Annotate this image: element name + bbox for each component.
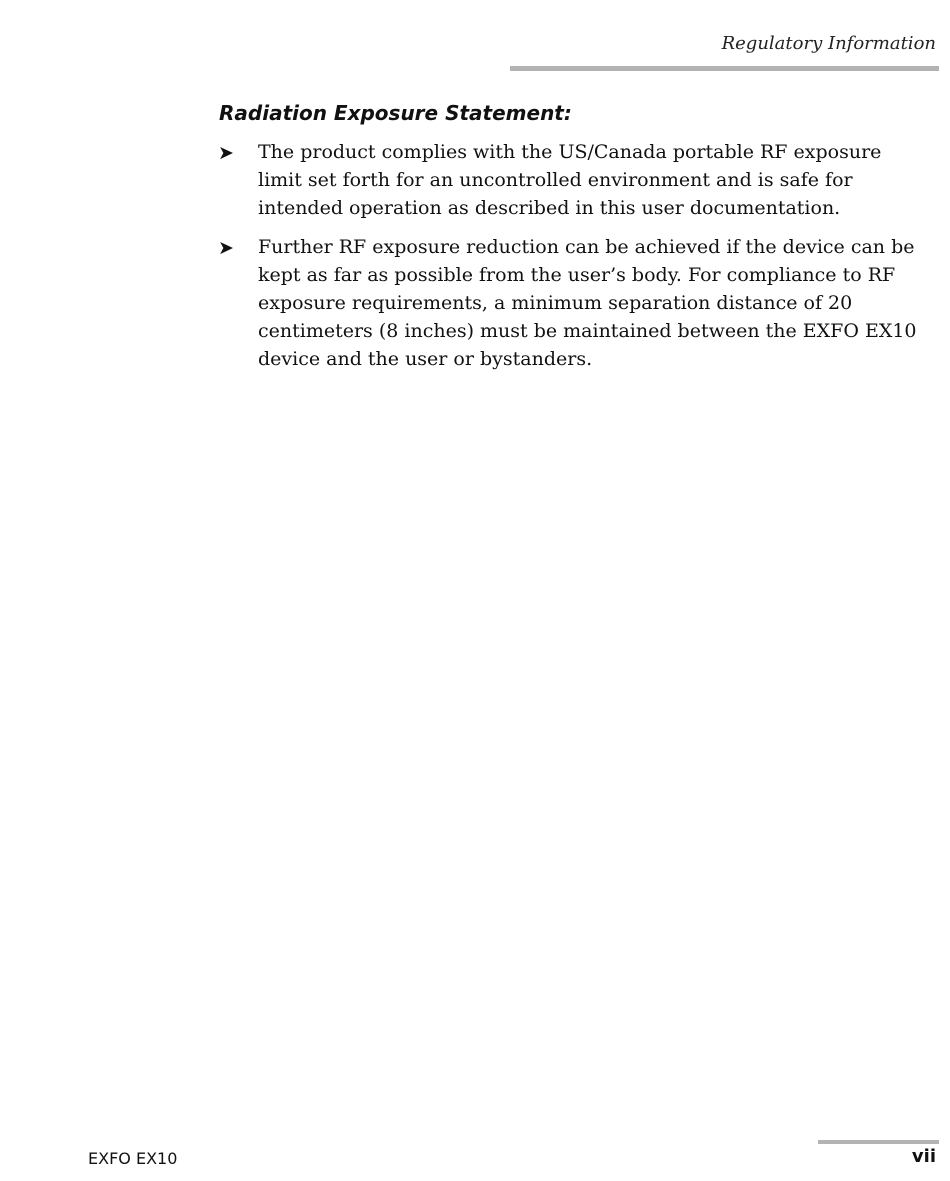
list-item [218,138,930,222]
header-divider [510,66,939,71]
bullet-list [218,138,930,384]
bullet-text: Further RF exposure reduction can be achieved if the device can be kept as far as possible from the user’s body. For compliance to RF exposure requirements, a minimum separation distance of 20 centimeters (8 inches) must be maintained between the EXFO EX10 device and the user or bystanders. [258,236,917,370]
section-heading: Radiation Exposure Statement: [219,101,572,125]
running-header-title: Regulatory Information [721,33,936,54]
arrowhead-bullet-icon: ➤ [218,237,234,259]
footer-product-name: EXFO EX10 [88,1149,178,1168]
list-item [218,233,930,373]
arrowhead-bullet-icon: ➤ [218,142,234,164]
footer-divider [818,1140,939,1144]
page-number: vii [911,1146,936,1167]
bullet-text: The product complies with the US/Canada portable RF exposure limit set forth for an uncontrolled environment and is safe for intended operation as described in this user documentation. [258,141,882,219]
